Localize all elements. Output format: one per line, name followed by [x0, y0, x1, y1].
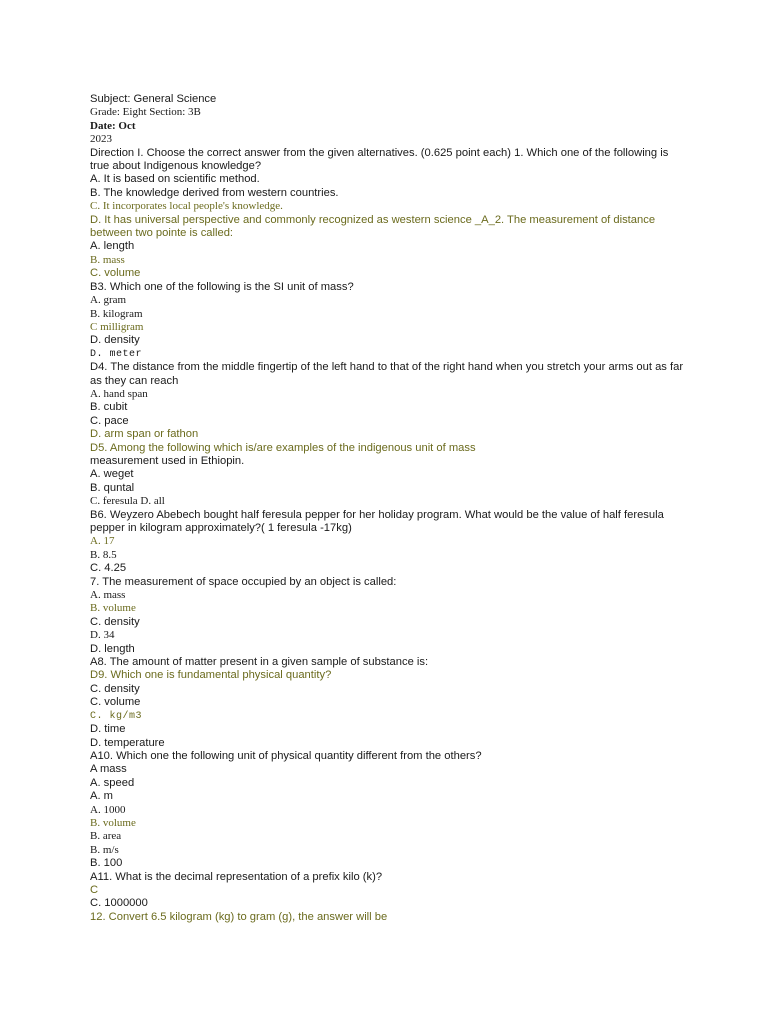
text-line: Date: Oct [90, 119, 136, 132]
text-line: A. gram [90, 294, 127, 307]
text-line: C. feresula D. all [90, 495, 165, 508]
text-line: D. 34 [90, 629, 115, 642]
text-line: A. length [90, 240, 135, 253]
text-line: C. volume [90, 267, 141, 280]
text-line: A. weget [90, 468, 134, 481]
text-line: B3. Which one of the following is the SI unit of mass? [90, 280, 354, 293]
text-line: C. kg/m3 [90, 710, 143, 722]
text-line: D. density [90, 334, 140, 347]
text-line: B. 8.5 [90, 548, 117, 561]
text-line: 7. The measurement of space occupied by an object is called: [90, 575, 397, 588]
text-line: A mass [90, 763, 127, 776]
text-line: measurement used in Ethiopin. [90, 454, 245, 467]
text-line: A. m [90, 790, 113, 803]
text-line: C. 4.25 [90, 562, 127, 575]
text-line: C. volume [90, 696, 141, 709]
text-line: B. The knowledge derived from western countries. [90, 186, 339, 199]
text-line: B. volume [90, 816, 136, 829]
text-line: A. mass [90, 589, 126, 602]
text-line: B. mass [90, 253, 125, 266]
text-line: D. It has universal perspective and commonly recognized as western science _A_2. The measurement of distance between two pointe is called: [90, 213, 659, 240]
text-line: C. pace [90, 414, 129, 427]
text-line: C [90, 883, 99, 896]
text-line: B. quntal [90, 481, 135, 494]
text-line: B. kilogram [90, 307, 143, 320]
text-line: A. 1000 [90, 803, 126, 816]
text-line: A. hand span [90, 387, 148, 400]
text-line: D. temperature [90, 736, 165, 749]
text-line: 2023 [90, 133, 112, 146]
text-line: A. It is based on scientific method. [90, 173, 260, 186]
text-line: 12. Convert 6.5 kilogram (kg) to gram (g), the answer will be [90, 910, 388, 923]
text-line: B. cubit [90, 401, 128, 414]
text-line: D. time [90, 723, 126, 736]
text-line: B. volume [90, 602, 136, 615]
text-line: Direction I. Choose the correct answer from the given alternatives. (0.625 point each) 1. Which one of the following is true about Indigenous knowledge? [90, 146, 672, 173]
text-line: D. meter [90, 348, 143, 360]
text-line: A. speed [90, 776, 135, 789]
text-line: A. 17 [90, 535, 115, 548]
text-line: A10. Which one the following unit of physical quantity different from the others? [90, 749, 482, 762]
text-line: C. It incorporates local people's knowledge. [90, 200, 283, 213]
text-line: Grade: Eight Section: 3B [90, 106, 201, 119]
document-body [90, 93, 690, 924]
text-line: B. area [90, 830, 122, 843]
text-line: A8. The amount of matter present in a given sample of substance is: [90, 656, 429, 669]
text-line: C. density [90, 615, 140, 628]
text-line: C milligram [90, 320, 144, 333]
text-line: B. 100 [90, 857, 123, 870]
text-line: D5. Among the following which is/are examples of the indigenous unit of mass [90, 441, 476, 454]
text-line: B6. Weyzero Abebech bought half feresula pepper for her holiday program. What would be the value of half feresula pepper in kilogram approximately?( 1 feresula -17kg) [90, 508, 667, 534]
text-line: D. length [90, 642, 135, 655]
text-line: A11. What is the decimal representation of a prefix kilo (k)? [90, 870, 383, 883]
text-line: D9. Which one is fundamental physical quantity? [90, 669, 332, 682]
text-line: C. 1000000 [90, 897, 148, 910]
text-line: D4. The distance from the middle fingertip of the left hand to that of the right hand when you stretch your arms out as far as they can reach [90, 361, 687, 387]
text-line: Subject: General Science [90, 93, 217, 105]
text-line: B. m/s [90, 843, 119, 856]
text-line: C. density [90, 682, 140, 695]
text-line: D. arm span or fathon [90, 428, 199, 441]
